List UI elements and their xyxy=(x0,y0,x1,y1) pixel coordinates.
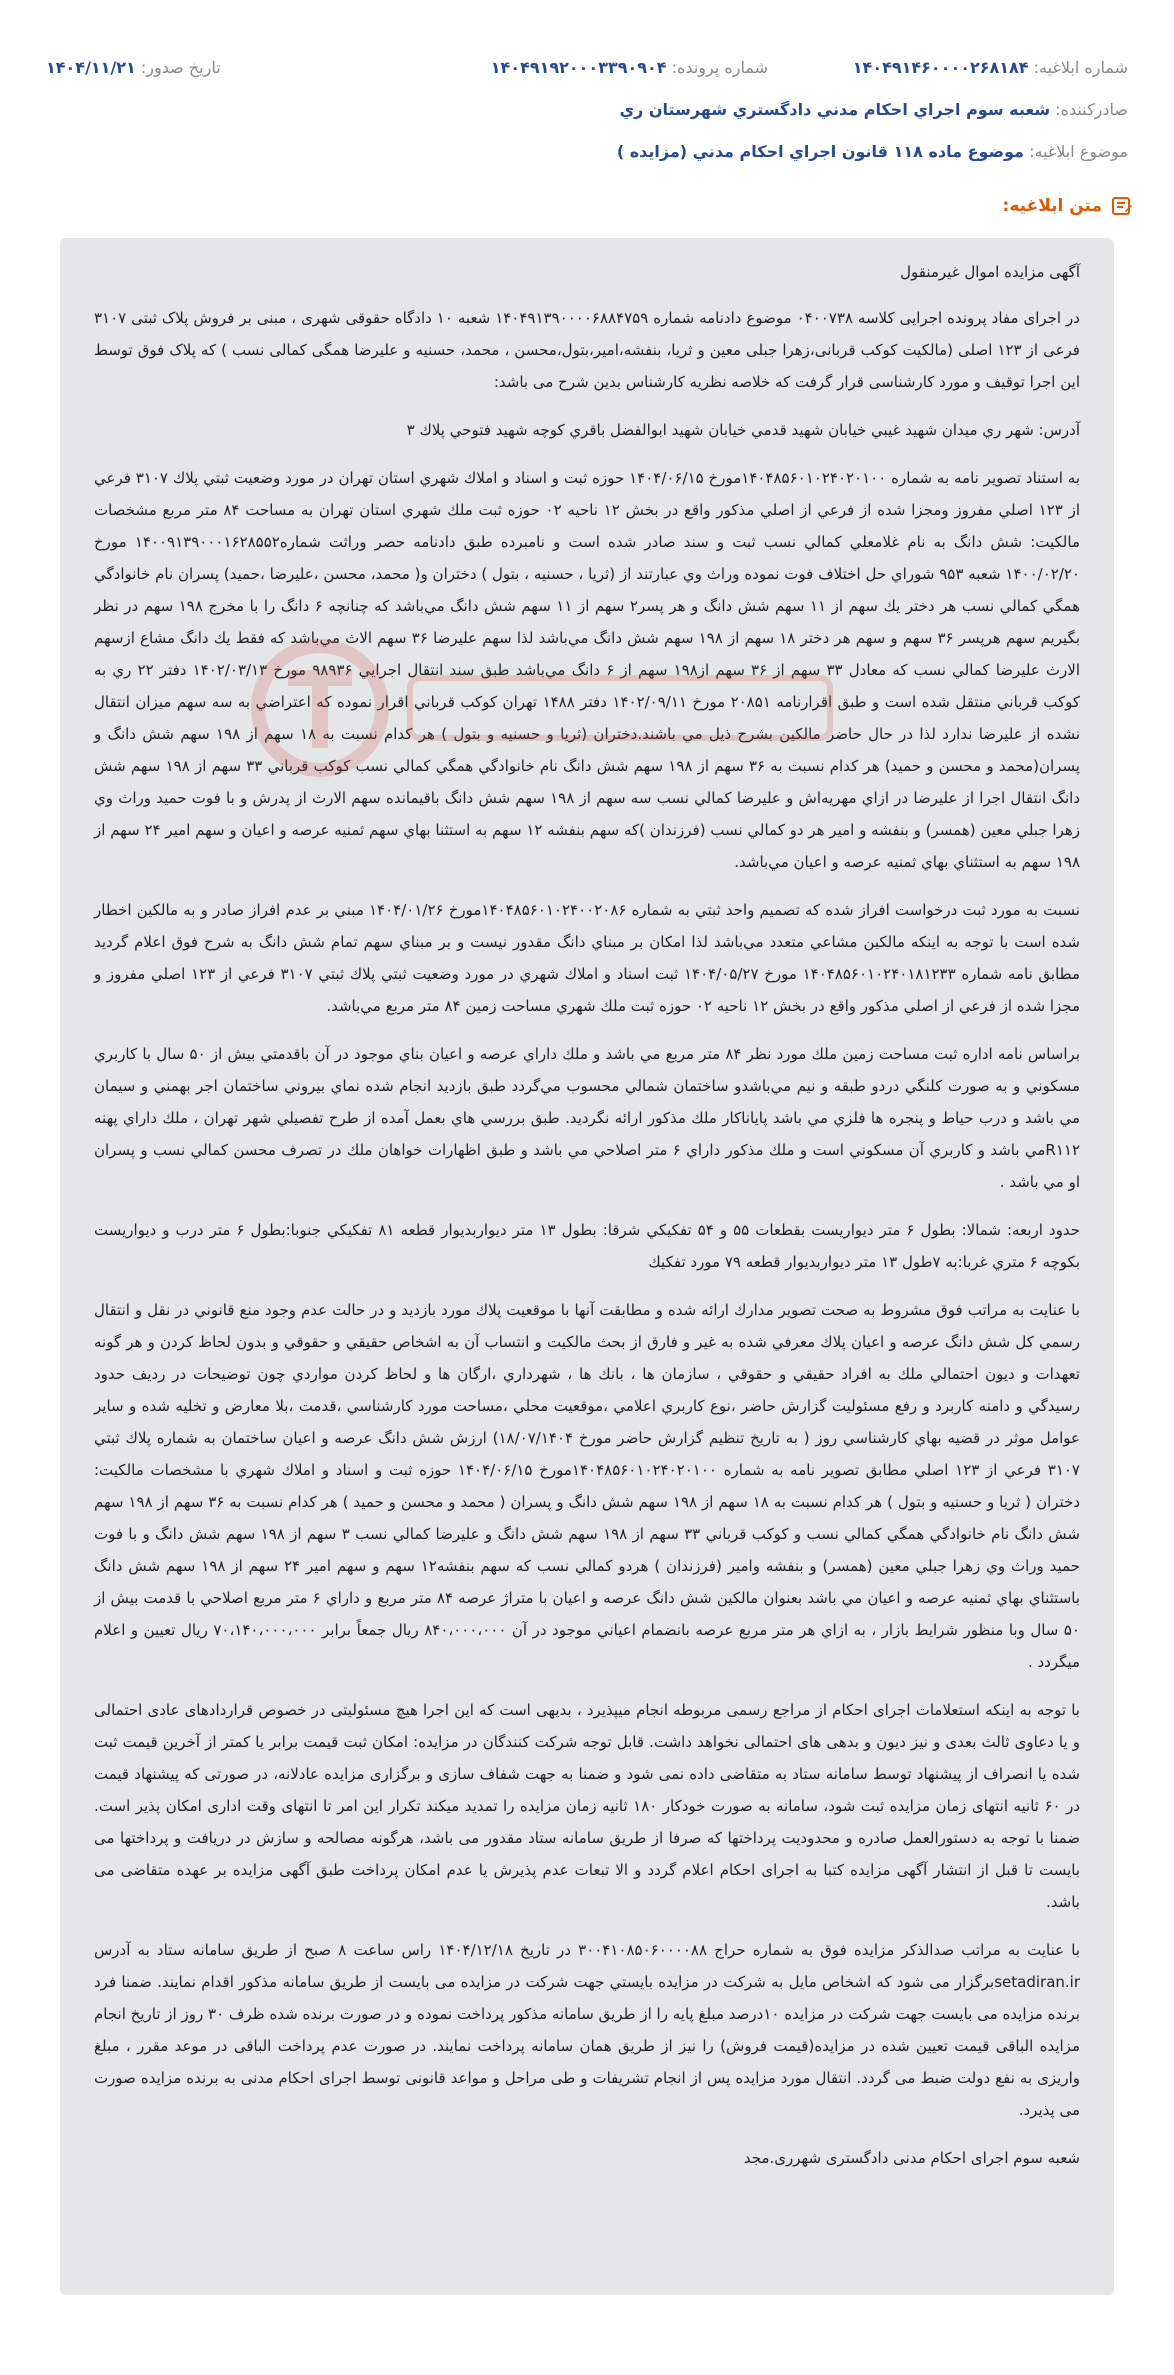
notice-heading: آگهی مزایده اموال غیرمنقول xyxy=(900,263,1080,281)
auction-paragraph: با عنایت به مراتب صدالذکر مزایده فوق به شماره حراج ۳۰۰۴۱۰۸۵۰۶۰۰۰۰۸۸ در تاریخ ۱۴۰۴/۱۲/۱۸ راس ساعت ۸ صبح از طریق سامانه ستاد به آدرس setadiran.irبرگزار می شود که اشخاص مایل به شرکت در مزایده بایستي جهت شرکت در مزایده می بایست از طریق سامانه مذکور اقدام نمایند. ضمنا فرد برنده مزایده می بایست جهت شرکت در مزایده ۱۰درصد مبلغ پایه را از طریق سامانه مذکور پرداخت نموده و در صورت برنده شده ظرف ۳۰ روز از تاریخ انجام مزایده الباقی قیمت تعیین شده در مزایده(قیمت فروش) را نیز از طریق همان سامانه پرداخت نمایند. در صورت عدم پرداخت الباقی در موعد مقرر ، مبلغ واریزی به نفع دولت ضبط می گردد. انتقال مورد مزایده پس از انجام تشریفات و طی مراحل و مواعد قانونی توسط اجرای احکام مدنی به برنده مزایده صورت می پذیرد. xyxy=(94,1941,1080,2119)
subject-value: موضوع ماده ۱۱۸ قانون اجراي احكام مدني (مزايده ) xyxy=(616,142,1024,161)
paragraph: با توجه به اینکه استعلامات اجرای احکام از مراجع رسمی مربوطه انجام میپذیرد ، بدیهی است که این اجرا هیچ مسئولیتی در خصوص قراردادهای عادی احتمالی و یا دعاوی ثالث بعدی و نیز دیون و بدهی های احتمالی نخواهد داشت. قابل توجه شرکت کنندگان در مزایده: امکان ثبت قیمت برابر یا کمتر از آخرین قیمت ثبت شده یا انصراف از پیشنهاد توسط سامانه ستاد به متقاضی داده نمی شود و ضمنا به جهت شفاف سازی و برگزاری مزایده عادلانه، در صورتی که پیشنهاد قیمت در ۶۰ ثانیه انتهای زمان مزایده ثبت شود، سامانه به صورت خودکار ۱۸۰ ثانیه زمان مزایده را تمدید میکند تکرار این امر تا انتهای وقت اداری امکان پذیر است. ضمنا با توجه به دستورالعمل صادره و محدودیت پرداختها که صرفا از طریق سامانه ستاد مقدور می باشد، هرگونه مصالحه و سازش در دریافت و پرداختها می بایست تا قبل از انتشار آگهی مزایده کتبا به اجرای احکام اعلام گردد و الا تبعات عدم پذیرش یا عدم امکان پرداخت طبق آگهی مزایده بر عهده متقاضی می باشد. xyxy=(94,1701,1081,1911)
notice-number: شماره ابلاغیه: ۱۴۰۴۹۱۴۶۰۰۰۰۲۶۸۱۸۴ xyxy=(852,58,1128,77)
message-title: متن ابلاغیه: xyxy=(1003,194,1134,218)
message-icon xyxy=(1110,194,1134,218)
issuer-row: صادرکننده: شعبه سوم اجراي احكام مدني دادگستري شهرستان ري xyxy=(619,100,1128,119)
boundaries-paragraph: حدود اربعه: شمالا: بطول ۶ متر ديواريست بقطعات ۵۵ و ۵۴ تفكيكي شرقا: بطول ۱۳ متر ديواربديوار قطعه ۸۱ تفكيكي جنوبا:بطول ۶ متر درب و ديواريست بكوچه ۶ متري غربا:به ۷طول ۱۳ متر ديواربديوار قطعه ۷۹ مورد تفكيك xyxy=(94,1221,1080,1271)
case-number: شماره پرونده: ۱۴۰۴۹۱۹۲۰۰۰۳۳۹۰۹۰۴ xyxy=(490,58,768,77)
paragraph: براساس نامه اداره ثبت مساحت زمين ملك مورد نظر ۸۴ متر مربع مي باشد و ملك داراي عرصه و اعيان بناي موجود در آن باقدمتي بيش از ۵۰ سال با كاربري مسكوني و به صورت كلنگي دردو طبقه و نيم مي‌باشدو ساختمان شمالي محسوب مي‌گردد طبق بازديد انجام شده نماي بيروني ساختمان اجر بهمني و سيمان مي باشد و درب حياط و پنجره ها فلزي مي باشد پاياناكار ملك مذكور ارائه نگرديد. طبق بررسي هاي بعمل آمده از طرح تفصيلي شهر تهران ، ملك داراي پهنه R۱۱۲مي باشد و كاربري آن مسكوني است و ملك مذكور داراي ۶ متر اصلاحي مي باشد و طبق اظهارات خواهان ملك در تصرف محسن كمالي نسب و پسران او مي باشد . xyxy=(94,1045,1080,1191)
signature-line: شعبه سوم اجرای احکام مدنی دادگستری شهرری.مجد xyxy=(743,2149,1080,2167)
paragraph: نسبت به مورد ثبت درخواست افراز شده كه تصميم واحد ثبتي به شماره ۱۴۰۴۸۵۶۰۱۰۲۴۰۰۲۰۸۶مورخ ۱۴۰۴/۰۱/۲۶ مبني بر عدم افراز صادر و به مالكين اخطار شده است با توجه به اينكه مالكين مشاعي متعدد مي‌باشد لذا امكان بر مبناي دانگ مقدور نيست و بر مبناي سهم تمام شش دانگ به شرح فوق اعلام گرديد مطابق نامه شماره ۱۴۰۴۸۵۶۰۱۰۲۴۰۱۸۱۲۳۳ مورخ ۱۴۰۴/۰۵/۲۷ ثبت اسناد و املاك شهري در مورد وضعيت ثبتي پلاك ثبتي ۳۱۰۷ فرعي از ۱۲۳ اصلي مفروز و مجزا شده از فرعي از اصلي مذكور واقع در بخش ۱۲ ناحيه ۰۲ حوزه ثبت ملك شهري مساحت زمين ۸۴ متر مربع مي‌باشد. xyxy=(94,901,1080,1015)
notice-body xyxy=(60,238,1114,2295)
paragraph: با عنايت به مراتب فوق مشروط به صحت تصوير مدارك ارائه شده و مطابقت آنها با موقعيت پلاك مورد بازديد و در حالت عدم وجود منع قانوني در نقل و انتقال رسمي كل شش دانگ عرصه و اعيان پلاك معرفي شده به غير و فارق از بحث مالكيت و انتساب آن به اشخاص حقيقي و حقوقي و بدون لحاظ كردن و هر گونه تعهدات و ديون احتمالي ملك به افراد حقيقي و حقوقي ، سازمان ها ، بانك ها ، شهرداري ،ارگان ها و لحاظ كردن مواردي چون توضيحات در رديف حدود رسيدگي و دامنه كاربرد و رفع مسئوليت گزارش حاضر ،نوع كاربري اعلامي ،موقعيت محلي ،مساحت مورد كارشناسي ،قدمت ،بلا معارض و تخليه شده و ساير عوامل موثر در قضيه بهاي كارشناسي روز ( به تاريخ تنظيم گزارش حاضر مورخ ۱۸/۰۷/۱۴۰۴) ارزش شش دانگ عرصه و اعيان ساختمان به شماره پلاك ثبتي ۳۱۰۷ فرعي از ۱۲۳ اصلي مطابق تصوير نامه به شماره ۱۴۰۴۸۵۶۰۱۰۲۴۰۲۰۱۰۰مورخ ۱۴۰۴/۰۶/۱۵ حوزه ثبت و اسناد و املاك شهري با مشخصات مالكيت: دختران ( ثريا و حسنيه و بتول ) هر كدام نسبت به ۱۸ سهم از ۱۹۸ سهم شش دانگ و پسران ( محمد و محسن و حميد ) هر كدام نسبت به ۳۶ سهم از ۱۹۸ سهم شش دانگ نام خانوادگي همگي كمالي نسب و كوكب قرباني ۳۳ سهم از ۱۹۸ سهم شش دانگ و عليرضا كمالي نسب ۳ سهم از ۱۹۸ سهم شش دانگ و با فوت حميد وراث وي زهرا جبلي معين (همسر) و بنفشه وامير (فرزندان ) هردو كمالي نسب كه سهم بنفشه۱۲ سهم و سهم امير ۲۴ سهم از ۱۹۸ سهم شش دانگ باستثناي بهاي ثمنيه عرصه و اعيان مي باشد بعنوان مالكين شش دانگ عرصه و اعيان با متراژ عرصه ۸۴ متر مربع و داراي ۶ متر مربع اصلاحي با قدمت بيش از ۵۰ سال وبا منظور شرايط بازار ، به ازاي هر متر مربع عرصه بانضمام اعياني موجود در آن ۸۴۰،۰۰۰،۰۰۰ ريال جمعاً برابر ۷۰،۱۴۰،۰۰۰،۰۰۰ ريال تعيين و اعلام ميگردد . xyxy=(94,1301,1081,1671)
paragraph: به استناد تصوير نامه به شماره ۱۴۰۴۸۵۶۰۱۰۲۴۰۲۰۱۰۰مورخ ۱۴۰۴/۰۶/۱۵ حوزه ثبت و اسناد و املاك شهري استان تهران در مورد وضعيت ثبتي پلاك ۳۱۰۷ فرعي از ۱۲۳ اصلي مفروز ومجزا شده از فرعي از اصلي مذكور واقع در بخش ۱۲ ناحيه ۰۲ حوزه ثبت ملك شهري استان تهران به مساحت ۸۴ متر مربع مشخصات مالكيت: شش دانگ به نام غلامعلي كمالي نسب ثبت و سند صادر شده است و نامبرده طبق دادنامه حصر وراثت شماره۱۴۰۰۹۱۳۹۰۰۰۱۶۲۸۵۵۲ مورخ ۱۴۰۰/۰۲/۲۰ شعبه ۹۵۳ شوراي حل اختلاف فوت نموده وراث وي عبارتند از (ثريا ، حسنيه ، بتول ) دختران و( محمد، محسن ،عليرضا ،حميد) پسران نام خانوادگي همگي كمالي نسب هر دختر يك سهم از ۱۱ سهم شش دانگ و هر پسر۲ سهم از ۱۱ سهم شش دانگ مي‌باشد كه چنانچه ۶ دانگ را با مخرج ۱۹۸ سهم در نظر بگيريم سهم هرپسر ۳۶ سهم و سهم هر دختر ۱۸ سهم از ۱۹۸ سهم شش دانگ مي‌باشد لذا سهم عليرضا ۳۶ سهم الاث مي‌باشد كه فقط يك دانگ مشاع ازسهم الارث عليرضا كمالي نسب كه معادل ۳۳ سهم از ۳۶ سهم از۱۹۸ سهم از ۶ دانگ مي‌باشد طبق سند انتقال اجرايي ۹۸۹۳۶ مورخ ۱۴۰۲/۰۳/۱۳ دفتر ۲۲ ري به كوكب قرباني منتقل شده است و طبق اقرارنامه ۲۰۸۵۱ مورخ ۱۴۰۲/۰۹/۱۱ دفتر ۱۴۸۸ تهران كوكب قرباني اقرار نموده كه اعتراضي به سه سهم ميزان انتقال نشده از عليرضا ندارد لذا در حال حاضر مالكين بشرح ذيل مي باشند.دختران (ثريا و حسنيه و بتول ) هر كدام نسبت به ۱۸ سهم از ۱۹۸ سهم شش دانگ و پسران(محمد و محسن و حميد) هر كدام نسبت به ۳۶ سهم از ۱۹۸ سهم شش دانگ نام خانوادگي همگي كمالي نسب كوكب قرباني ۳۳ سهم از ۱۹۸ سهم شش دانگ انتقال اجرا از عليرضا در ازاي مهريه‌اش و عليرضا كمالي نسب سه سهم از ۱۹۸ سهم شش دانگ باقيمانده سهم الارث از پدرش و با فوت حميد وراث وي زهرا جبلي معين (همسر) و بنفشه و امير هر دو كمالي نسب (فرزندان )كه سهم بنفشه ۱۲ سهم به استثنا بهاي سهم ثمنيه عرصه و اعيان و سهم امير ۲۴ سهم از ۱۹۸ سهم به استثناي بهاي ثمنيه عرصه و اعيان مي‌باشد. xyxy=(94,469,1081,871)
issuer-value: شعبه سوم اجراي احكام مدني دادگستري شهرستان ري xyxy=(619,100,1051,119)
address-paragraph: آدرس: شهر ري ميدان شهيد غيبي خيابان شهيد قدمي خيابان شهيد ابوالفضل باقري كوچه شهيد فتوحي پلاك ۳ xyxy=(406,421,1080,439)
subject-row: موضوع ابلاغیه: موضوع ماده ۱۱۸ قانون اجراي احكام مدني (مزايده ) xyxy=(616,142,1128,161)
paragraph: در اجرای مفاد پرونده اجرایی کلاسه ۰۴۰۰۷۳۸ موضوع دادنامه شماره ۱۴۰۴۹۱۳۹۰۰۰۰۶۸۸۴۷۵۹ شعبه ۱۰ دادگاه حقوقی شهری ، مبنی بر فروش پلاک ثبتی ۳۱۰۷ فرعی از ۱۲۳ اصلی (مالکیت کوکب قربانی،زهرا جبلی معین و ثریا، بنفشه،امیر،بتول،محسن ، محمد، حسنیه و علیرضا همگی کمالی نسب ) که پلاک فوق توسط این اجرا توقیف و مورد کارشناسی قرار گرفت که خلاصه نظریه کارشناس بدین شرح می باشد: xyxy=(94,309,1080,391)
notice-header xyxy=(0,0,1174,216)
notice-meta-row xyxy=(46,56,1128,80)
issue-date: تاریخ صدور: ۱۴۰۴/۱۱/۲۱ xyxy=(46,58,221,77)
